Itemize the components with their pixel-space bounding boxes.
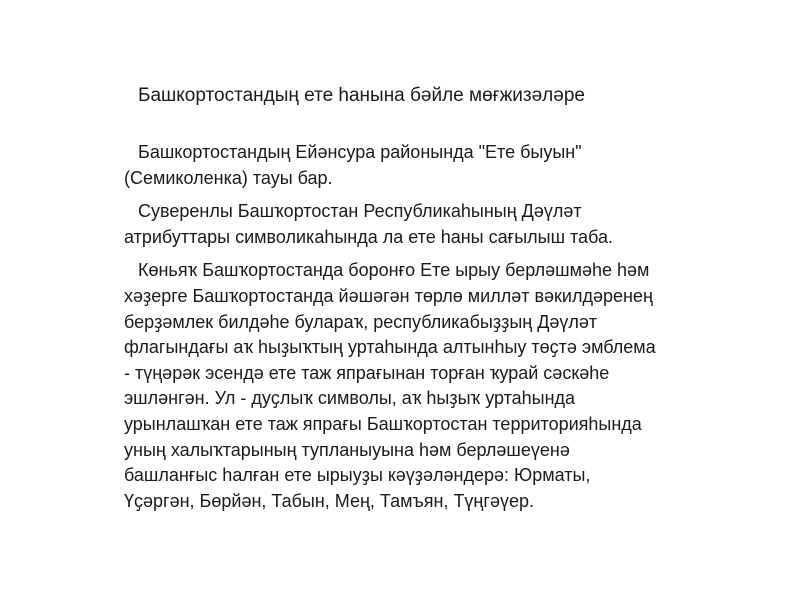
paragraph-state-symbols: Суверенлы Башҡортостан Республикаһының Дәүләт атрибуттары символикаһында ла ете һаны сағылыш таба. <box>124 201 613 247</box>
paragraph-ete-byuyn: Башкортостандың Ейәнсура районында "Ете быуын" (Семиколенка) тауы бар. <box>124 142 582 188</box>
slide-title: Башкортостандың ете һанына бәйле мөғжизәләре <box>138 85 585 106</box>
paragraph-flag-emblem: Көньяҡ Башҡортостанда боронғо Ете ырыу берләшмәһе һәм хәҙерге Башҡортостанда йәшәгән төрлө милләт вәкилдәренең берҙәмлек билдәһе булараҡ, республикабыҙҙың Дәүләт флагындағы аҡ һыҙыҡтың уртаһында алтынһыу төҫтә эмблема - түңәрәк эсендә ете таж япрағынан торған ҡурай сәскәһе эшләнгән. Ул - дуҫлыҡ символы, аҡ һыҙыҡ уртаһында урынлашҡан ете таж япрағы Башҡортостан территорияһында уның халыҡтарының тупланыуына һәм берләшеүенә башланғыс һалған ете ырыуҙы кәүҙәләндерә: Юрматы, Үҫәргән, Бөрйән, Табын, Мең, Тамъян, Түңгәүер. <box>124 260 656 511</box>
slide-body <box>124 140 664 522</box>
